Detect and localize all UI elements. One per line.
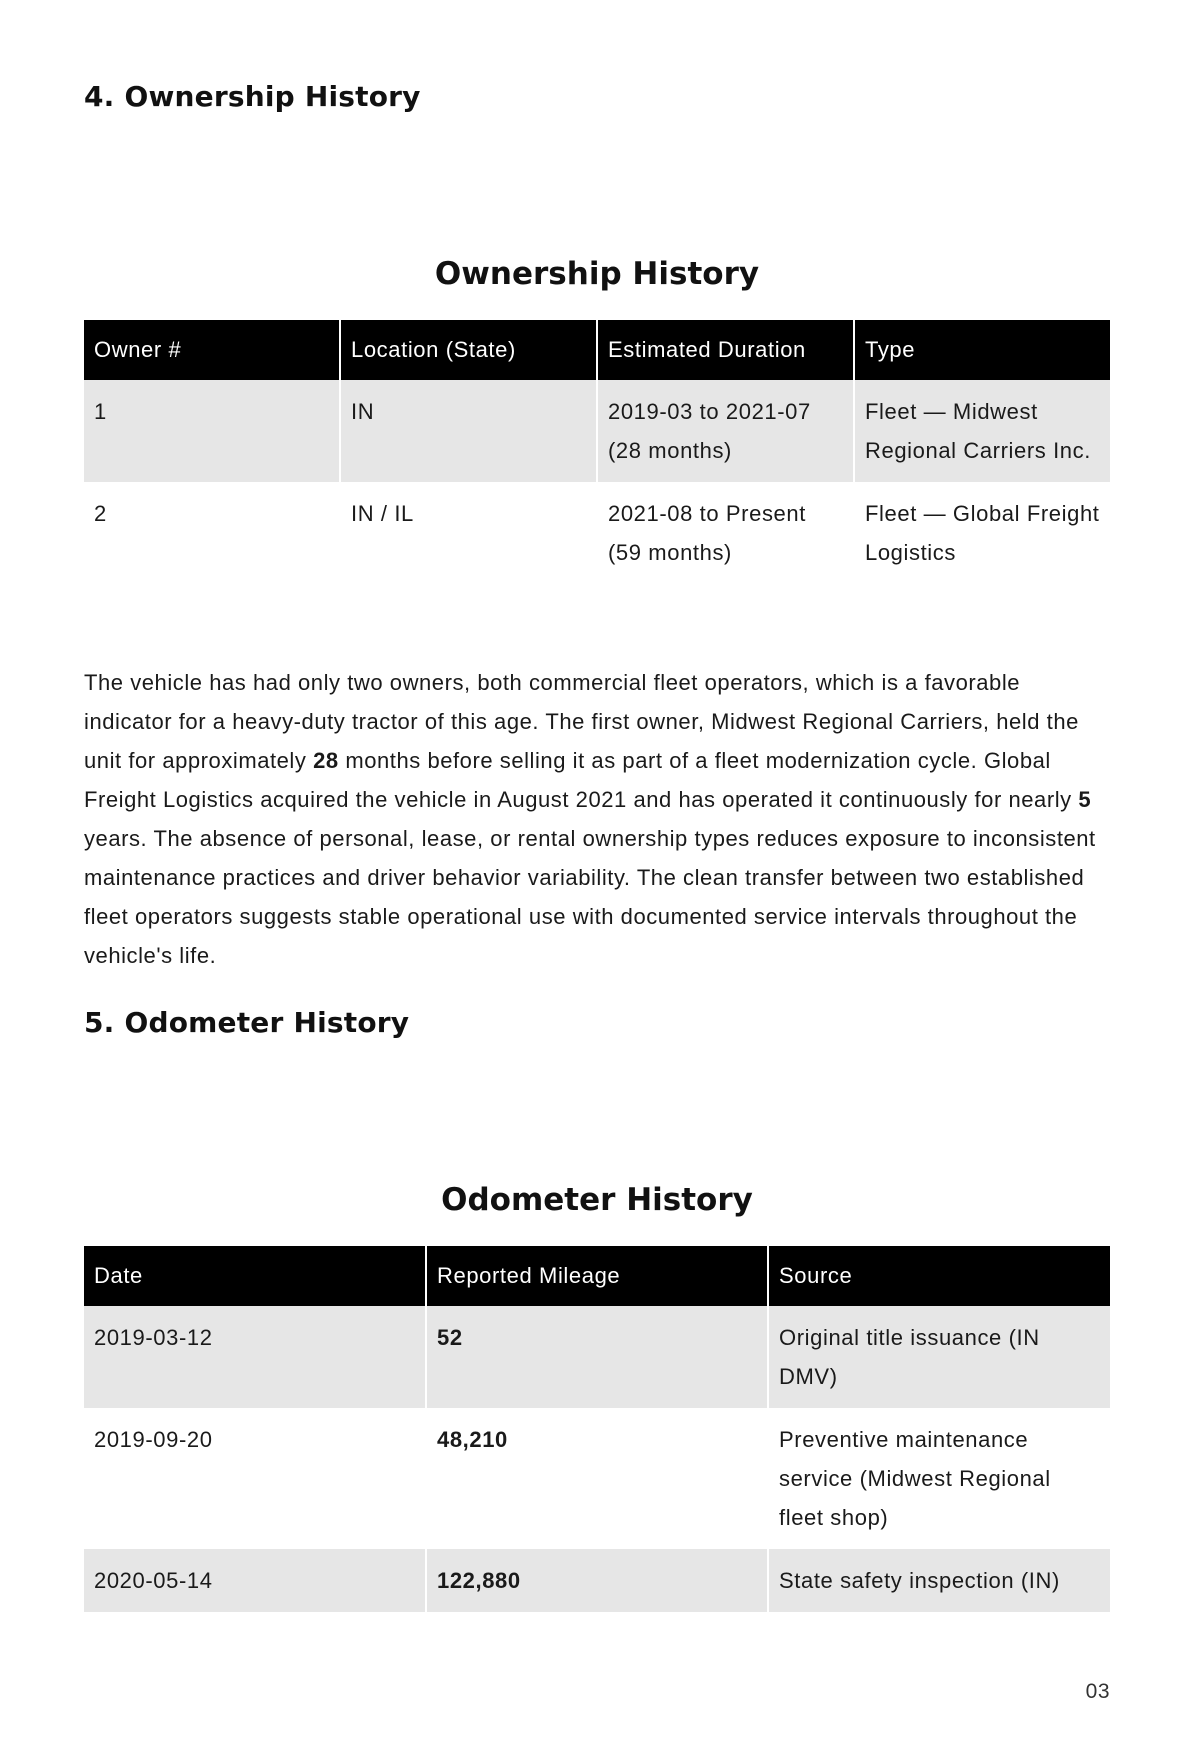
column-header-duration: Estimated Duration (597, 320, 854, 380)
source-cell: Preventive maintenance service (Midwest Regional fleet shop) (779, 1427, 1051, 1530)
summary-text: The vehicle has had only two owners, both commercial fleet operators, which is a favorable indicator for a heavy-duty tractor of this age. The first owner, Midwest Regional Carriers, held the unit for approximately (84, 670, 1079, 773)
summary-text: years. The absence of personal, lease, or rental ownership types reduces exposure to inconsistent maintenance practices and driver behavior variability. The clean transfer between two established fleet operators suggests stable operational use with documented service intervals throughout the vehicle's life. (84, 826, 1096, 968)
ownership-table (84, 320, 1110, 584)
owner-number-cell: 1 (84, 380, 340, 482)
ownership-table-title: Ownership History (434, 256, 760, 292)
odometer-table-title: Odometer History (441, 1182, 753, 1218)
location-cell: IN (340, 380, 597, 482)
summary-text: months before selling it as part of a fleet modernization cycle. Global Freight Logistics acquired the vehicle in August 2021 and has operated it continuously for nearly (84, 748, 1079, 812)
ownership-table-header (84, 320, 1110, 380)
odometer-section-heading: 5. Odometer History (84, 1006, 410, 1039)
table-row (84, 1306, 1110, 1408)
location-cell: IN / IL (340, 482, 597, 584)
column-header-type: Type (854, 320, 1110, 380)
odometer-table (84, 1246, 1110, 1612)
date-cell: 2020-05-14 (84, 1549, 426, 1612)
date-cell: 2019-03-12 (84, 1306, 426, 1408)
odometer-table-header (84, 1246, 1110, 1306)
source-cell: Original title issuance (IN DMV) (768, 1306, 1110, 1408)
ownership-summary-paragraph (84, 663, 1114, 975)
owner-number-cell: 2 (84, 482, 340, 584)
column-header-source: Source (768, 1246, 1110, 1306)
summary-bold-months: 28 (313, 748, 339, 773)
column-header-owner: Owner # (84, 320, 340, 380)
table-row (84, 482, 1110, 584)
date-cell: 2019-09-20 (84, 1408, 426, 1549)
mileage-cell: 52 (426, 1306, 768, 1408)
column-header-location: Location (State) (340, 320, 597, 380)
table-row (84, 1408, 1110, 1549)
source-cell: State safety inspection (IN) (768, 1549, 1110, 1612)
ownership-section-heading: 4. Ownership History (84, 80, 421, 113)
duration-cell: 2019-03 to 2021-07 (28 months) (597, 380, 854, 482)
column-header-mileage: Reported Mileage (426, 1246, 768, 1306)
type-cell: Fleet — Global Freight Logistics (865, 501, 1100, 565)
page-number: 03 (1085, 1680, 1110, 1703)
mileage-cell: 122,880 (426, 1549, 768, 1612)
column-header-date: Date (84, 1246, 426, 1306)
table-row (84, 380, 1110, 482)
type-cell: Fleet — Midwest Regional Carriers Inc. (854, 380, 1110, 482)
table-row (84, 1549, 1110, 1612)
summary-bold-years: 5 (1078, 787, 1092, 812)
mileage-cell: 48,210 (426, 1408, 768, 1549)
duration-cell: 2021-08 to Present (59 months) (597, 482, 854, 584)
